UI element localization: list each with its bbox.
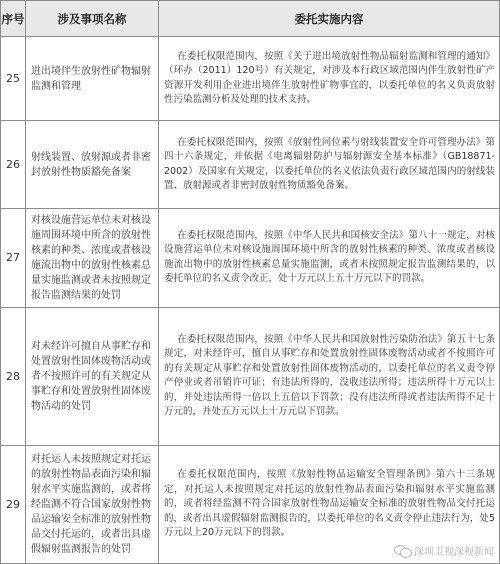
- row-item-name: 对未经许可擅自从事贮存和处置放射性固体废物活动或者不按照许可的有关规定从事贮存和处置放射性固体废物活动的处罚: [26, 307, 159, 445]
- row-number: 26: [1, 121, 26, 209]
- header-item-name: 涉及事项名称: [26, 1, 159, 37]
- table-row: [1, 121, 500, 209]
- row-content: 在委托权限范围内，按照《放射性同位素与射线装置安全许可管理办法》第四十六条规定，并依据《电离辐射防护与辐射源安全基本标准》（GB18871-2002）及国家有关规定，以委托单位的名义依法负责行政区域范围内的射线装置、放射源或者非密封放射性物质豁免备案。: [159, 121, 500, 209]
- table-row: [1, 307, 500, 445]
- table-header-row: [1, 1, 500, 37]
- row-content: 在委托权限范围内，按照《关于进出境放射性物品辐射监测和管理的通知》（环办（2011）120号）有关规定，对涉及本行政区域范围内伴生放射性矿产资源开发利用企业进出境伴生放射性矿物事宜的，以委托单位的名义负责放射性污染监测分析及处理的技术支持。: [159, 37, 500, 121]
- row-content: 在委托权限范围内，按照《中华人民共和国放射性污染防治法》第五十七条规定，对未经许可，擅自从事贮存和处置放射性固体废物活动或者不按照许可的有关规定从事贮存和处置放射性固体废物活动的，以委托单位的名义责令停产停业或者吊销许可证；有违法所得的，没收违法所得；违法所得十万元以上的，并处违法所得一倍以上五倍以下罚款；没有违法所得或者违法所得不足十万元的，并处五万元以上十万元以下罚款。: [159, 307, 500, 445]
- watermark: [394, 543, 494, 558]
- row-item-name: 对托运人未按照规定对托运的放射性物品表面污染和辐射水平实施监测的，或者将经监测不符合国家放射性物品运输安全标准的放射性物品交付托运的，或者出具虚假辐射监测报告的处罚: [26, 445, 159, 563]
- row-item-name: 射线装置、放射源或者非密封放射性物质豁免备案: [26, 121, 159, 209]
- row-number: 29: [1, 445, 26, 563]
- table-row: [1, 209, 500, 307]
- row-content: 在委托权限范围内，按照《中华人民共和国核安全法》第八十一规定，对核设施营运单位未对核设施周围环境中所含的放射性核素的种类、浓度或者核设施流出物中的放射性核素总量实施监测，或者未按照规定报告监测结果的，以委托单位的名义责令改正，处十万元以上五十万元以下的罚款。: [159, 209, 500, 307]
- row-number: 25: [1, 37, 26, 121]
- header-no: 序号: [1, 1, 26, 37]
- row-item-name: 进出境伴生放射性矿物辐射监测和管理: [26, 37, 159, 121]
- wechat-icon: [394, 544, 411, 557]
- row-item-name: 对核设施营运单位未对核设施周围环境中所含的放射性核素的种类、浓度或者核设施流出物中的放射性核素总量实施监测或者未按照规定报告监测结果的处罚: [26, 209, 159, 307]
- row-content: 在委托权限范围内，按照《放射性物品运输安全管理条例》第六十三条规定，对托运人未按照规定对托运的放射性物品表面污染和辐射水平实施监测的，或者将经监测不符合国家放射性物品运输安全标准的放射性物品交付托运的，或者出具虚假辐射监测报告的，以委托单位的名义责令停止违法行为，处5万元以上20万元以下的罚款。: [159, 445, 500, 563]
- table-row: [1, 37, 500, 121]
- row-number: 27: [1, 209, 26, 307]
- watermark-text: 深圳卫视深视新闻: [414, 547, 494, 558]
- row-number: 28: [1, 307, 26, 445]
- header-content: 委托实施内容: [159, 1, 500, 37]
